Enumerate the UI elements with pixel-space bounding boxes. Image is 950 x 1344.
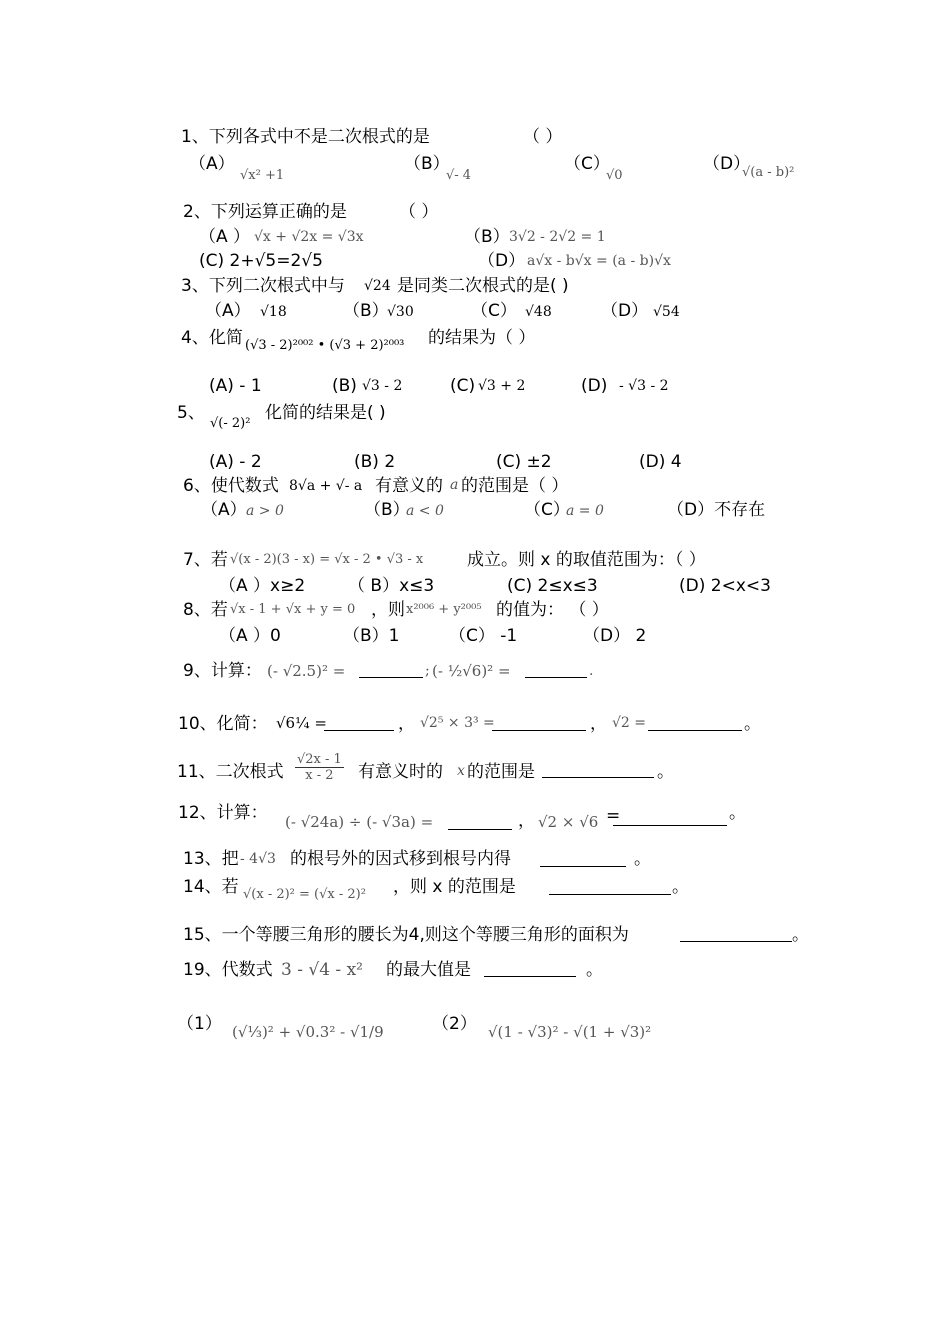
q11-stem-pre: 11、二次根式 [177, 762, 284, 782]
q10-e3: √2 = [612, 715, 647, 731]
q19-expr: 3 - √4 - x² [281, 960, 363, 980]
q11-stem-post: 的范围是 [467, 762, 535, 782]
q8-expr: √x - 1 + √x + y = 0 [230, 602, 356, 617]
q11-end: 。 [657, 762, 674, 782]
q6-a: a > 0 [246, 503, 284, 519]
q10-e2: √2⁵ × 3³ = [420, 715, 495, 731]
q12-blank-2[interactable] [613, 810, 727, 826]
q4-c: √3 + 2 [478, 378, 526, 394]
q9-expr1: (- √2.5)² = [267, 662, 346, 680]
q7-stem-post: 成立。则 x 的取值范围为：（ ） [467, 550, 706, 570]
q9-expr2: (- ½√6)² = [432, 662, 511, 680]
q6-var: a [450, 477, 459, 493]
q4-stem-pre: 4、化简 [181, 328, 243, 348]
q10-blank-3[interactable] [648, 715, 742, 731]
q1-c: √0 [606, 168, 623, 183]
q9-blank-1[interactable] [359, 662, 423, 678]
q11-var: x [457, 763, 465, 779]
q6-c: a = 0 [566, 503, 604, 519]
q3-a-label: （A） [205, 301, 251, 321]
q1-stem: 1、下列各式中不是二次根式的是 [181, 127, 430, 147]
q19-stem-pre: 19、代数式 [183, 960, 273, 980]
q10-e1: √6¼ = [276, 714, 327, 732]
q10-end: 。 [744, 714, 761, 734]
q8-stem-post: 的值为： （ ） [496, 600, 609, 620]
q1-d: √(a - b)² [742, 165, 795, 180]
q5-stem-pre: 5、 [177, 403, 205, 423]
q10-comma-1: ， [398, 714, 415, 734]
q1-a: √x² +1 [240, 168, 285, 183]
q3-b: √30 [387, 304, 414, 320]
q6-b: a < 0 [406, 503, 444, 519]
q10-comma-2: ， [590, 714, 607, 734]
q2-a-label: （A ） [199, 227, 251, 247]
q11-blank[interactable] [542, 762, 654, 778]
q5-a: (A) - 2 [209, 452, 262, 472]
q5-c: (C) ±2 [496, 452, 552, 472]
q2-a: √x + √2x = √3x [254, 229, 364, 245]
q6-b-label: （B） [364, 500, 410, 520]
q6-a-label: （A） [201, 500, 247, 520]
q12-blank-1[interactable] [448, 814, 512, 830]
q11-fraction [295, 752, 344, 783]
q6-expr: 8√a + √- a [289, 478, 363, 494]
q3-d-label: （D） [601, 301, 649, 321]
q12-stem: 12、计算： [178, 803, 268, 823]
q4-b: √3 - 2 [362, 378, 403, 394]
q6-stem-pre: 6、使代数式 [183, 476, 279, 496]
q1-d-label: （D） [703, 154, 751, 174]
q2-d-label: （D） [478, 251, 526, 271]
q7-a: （A ）x≥2 [219, 576, 306, 596]
q5-stem-post: 化简的结果是( ) [265, 403, 386, 423]
q1-paren: （ ） [523, 127, 563, 147]
q11-denominator: x - 2 [305, 768, 334, 783]
q5-b: (B) 2 [354, 452, 396, 472]
q13-end: 。 [634, 849, 651, 869]
calc-1-expr: (√⅓)² + √0.3² - √1/9 [232, 1023, 384, 1041]
q7-stem-pre: 7、若 [183, 550, 228, 570]
q9-stem: 9、计算： [183, 661, 262, 681]
q13-blank[interactable] [540, 851, 626, 867]
q14-end: 。 [672, 877, 689, 897]
q2-b: 3√2 - 2√2 = 1 [509, 229, 606, 245]
q7-d: (D) 2<x<3 [679, 576, 771, 596]
q4-c-label: (C) [450, 376, 476, 396]
q14-stem-post: ，则 x 的范围是 [393, 877, 516, 897]
q12-comma: ， [518, 811, 535, 831]
q7-c: (C) 2≤x≤3 [507, 576, 598, 596]
q3-stem-math: √24 [364, 278, 391, 294]
q12-eq: = [606, 806, 621, 826]
q5-expr: √(- 2)² [210, 416, 251, 431]
q6-c-label: （C） [524, 500, 570, 520]
q4-b-label: (B) [332, 376, 357, 396]
q1-b-label: （B） [404, 154, 450, 174]
q4-expr: (√3 - 2)²⁰⁰² • (√3 + 2)²⁰⁰³ [245, 338, 405, 353]
q7-expr: √(x - 2)(3 - x) = √x - 2 • √3 - x [230, 552, 424, 567]
q3-b-label: （B） [343, 301, 389, 321]
q3-stem-post: 是同类二次根式的是( ) [397, 276, 569, 296]
q3-a: √18 [260, 304, 287, 320]
q7-b: （ B）x≤3 [348, 576, 435, 596]
q9-end: . [589, 663, 594, 679]
q2-d: a√x - b√x = (a - b)√x [527, 253, 671, 269]
q12-e1: (- √24a) ÷ (- √3a) = [285, 813, 434, 831]
q13-stem-pre: 13、把 [183, 849, 239, 869]
q1-a-label: （A） [189, 154, 235, 174]
q10-stem: 10、化简： [178, 714, 268, 734]
q3-d: √54 [653, 304, 680, 320]
q5-d: (D) 4 [639, 452, 682, 472]
q13-stem-post: 的根号外的因式移到根号内得 [290, 849, 511, 869]
q2-paren: （ ） [399, 202, 439, 222]
q8-b: （B）1 [343, 626, 400, 646]
q8-stem-pre: 8、若 [183, 600, 228, 620]
q3-c: √48 [525, 304, 552, 320]
q12-end: 。 [729, 803, 746, 823]
q19-stem-post: 的最大值是 [386, 960, 471, 980]
q8-stem-mid: ，则 [371, 600, 405, 620]
q2-b-label: （B） [464, 227, 510, 247]
q19-blank[interactable] [484, 961, 576, 977]
q1-b: √- 4 [446, 168, 472, 183]
q10-blank-2[interactable] [492, 715, 586, 731]
q11-numerator: √2x - 1 [297, 752, 342, 767]
q8-expr2: x²⁰⁰⁶ + y²⁰⁰⁵ [406, 602, 482, 617]
q4-stem-post: 的结果为（ ） [428, 328, 536, 348]
q10-blank-1[interactable] [324, 715, 394, 731]
q4-d-label: (D) [581, 376, 608, 396]
q15-stem: 15、一个等腰三角形的腰长为4,则这个等腰三角形的面积为 [183, 925, 629, 945]
q6-stem-mid: 有意义的 [375, 476, 443, 496]
q9-blank-2[interactable] [525, 662, 587, 678]
q14-stem-pre: 14、若 [183, 877, 239, 897]
q8-a: （A ）0 [219, 626, 281, 646]
q15-blank[interactable] [680, 926, 792, 942]
q6-stem-post: 的范围是（ ） [461, 476, 569, 496]
q6-d: （D）不存在 [667, 500, 766, 520]
q19-end: 。 [586, 960, 603, 980]
q2-c: (C) 2+√5=2√5 [199, 251, 323, 271]
q12-e2: √2 × √6 [538, 813, 599, 831]
calc-1-label: （1） [177, 1014, 222, 1034]
q3-stem-pre: 3、下列二次根式中与 [181, 276, 345, 296]
q4-d: - √3 - 2 [619, 378, 669, 394]
q9-sep: ; [425, 663, 430, 679]
q13-expr: - 4√3 [240, 851, 276, 867]
q8-c: （C） -1 [449, 626, 518, 646]
calc-2-expr: √(1 - √3)² - √(1 + √3)² [488, 1023, 652, 1041]
q3-c-label: （C） [471, 301, 517, 321]
q15-end: 。 [792, 925, 809, 945]
q2-stem: 2、下列运算正确的是 [183, 202, 347, 222]
q14-blank[interactable] [549, 879, 671, 895]
q1-c-label: （C） [564, 154, 610, 174]
q11-stem-mid: 有意义时的 [358, 762, 443, 782]
q14-expr: √(x - 2)² = (√x - 2)² [243, 887, 366, 902]
q8-d: （D） 2 [583, 626, 647, 646]
q4-a: (A) - 1 [209, 376, 262, 396]
calc-2-label: （2） [432, 1014, 477, 1034]
